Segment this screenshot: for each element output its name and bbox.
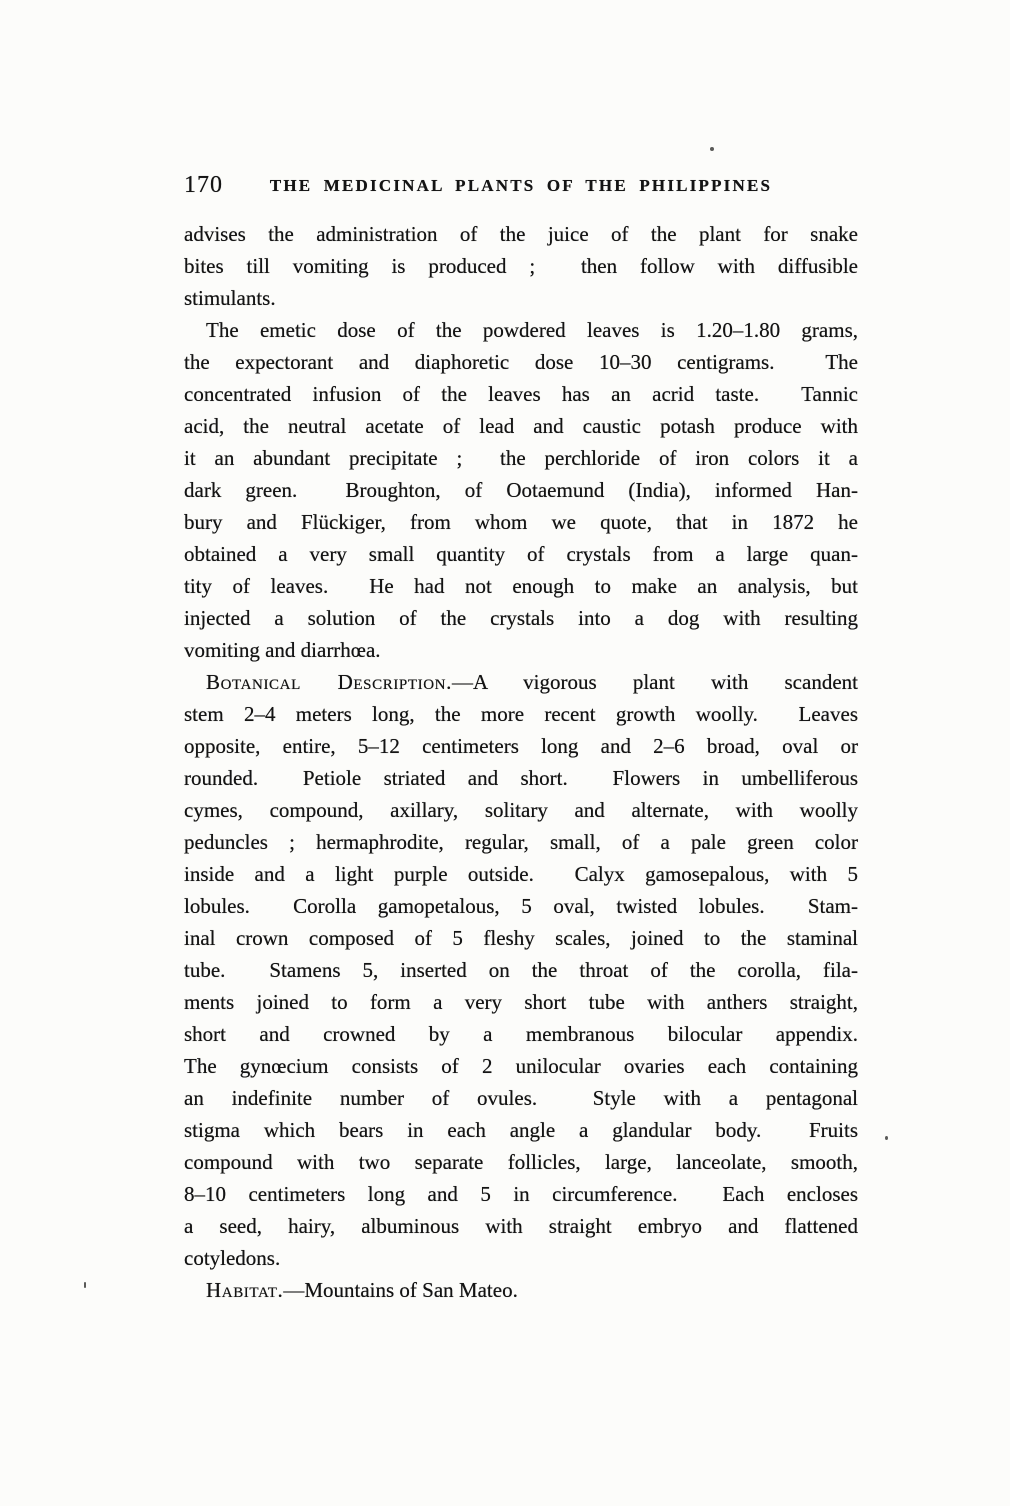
page-number: 170 (184, 172, 223, 198)
scan-speck (885, 1136, 888, 1140)
text-line (184, 634, 858, 666)
text-line (184, 1018, 858, 1050)
text-line (184, 954, 858, 986)
running-header (184, 172, 858, 202)
text-line (184, 250, 858, 282)
text-line (184, 858, 858, 890)
text-line (184, 986, 858, 1018)
text-segment: lobules. Corolla gamopetalous, 5 oval, twisted lobules. Stam- (184, 894, 858, 918)
text-segment: opposite, entire, 5–12 centimeters long and 2–6 broad, oval or (184, 734, 858, 758)
scan-speck (710, 147, 714, 151)
text-segment: acid, the neutral acetate of lead and caustic potash produce with (184, 414, 858, 438)
paragraph (184, 666, 858, 1274)
text-line (184, 922, 858, 954)
text-line (184, 1242, 858, 1274)
text-line (184, 602, 858, 634)
text-line (184, 538, 858, 570)
text-line (184, 314, 858, 346)
text-segment: cymes, compound, axillary, solitary and alternate, with woolly (184, 798, 858, 822)
text-segment: bury and Flückiger, from whom we quote, that in 1872 he (184, 510, 858, 534)
small-caps-lead: Habitat. (206, 1278, 284, 1302)
text-line (184, 1050, 858, 1082)
text-segment: concentrated infusion of the leaves has an acrid taste. Tannic (184, 382, 858, 406)
text-segment: stem 2–4 meters long, the more recent growth woolly. Leaves (184, 702, 858, 726)
text-segment: compound with two separate follicles, large, lanceolate, smooth, (184, 1150, 858, 1174)
text-segment: 8–10 centimeters long and 5 in circumference. Each encloses (184, 1182, 858, 1206)
text-line (184, 794, 858, 826)
scan-speck (84, 1282, 86, 1288)
text-line (184, 698, 858, 730)
text-segment: vomiting and diarrhœa. (184, 638, 381, 662)
text-segment: The emetic dose of the powdered leaves is 1.20–1.80 grams, (206, 318, 858, 342)
text-segment: advises the administration of the juice of the plant for snake (184, 222, 858, 246)
page-body (184, 218, 858, 1306)
text-line (184, 730, 858, 762)
text-segment: stigma which bears in each angle a glandular body. Fruits (184, 1118, 858, 1142)
text-line (184, 1274, 858, 1306)
text-segment: ments joined to form a very short tube with anthers straight, (184, 990, 858, 1014)
text-line (184, 1146, 858, 1178)
text-segment: stimulants. (184, 286, 276, 310)
text-segment: —A vigorous plant with scandent (451, 670, 858, 694)
text-segment: it an abundant precipitate ; the perchloride of iron colors it a (184, 446, 858, 470)
text-segment: obtained a very small quantity of crystals from a large quan- (184, 542, 858, 566)
text-segment: tity of leaves. He had not enough to make an analysis, but (184, 574, 858, 598)
text-segment: tube. Stamens 5, inserted on the throat of the corolla, fila- (184, 958, 858, 982)
text-segment: inside and a light purple outside. Calyx gamosepalous, with 5 (184, 862, 858, 886)
text-line (184, 410, 858, 442)
text-line (184, 570, 858, 602)
text-segment: injected a solution of the crystals into a dog with resulting (184, 606, 858, 630)
paragraph (184, 218, 858, 314)
text-line (184, 1210, 858, 1242)
text-segment: rounded. Petiole striated and short. Flowers in umbelliferous (184, 766, 858, 790)
text-line (184, 666, 858, 698)
text-segment: short and crowned by a membranous bilocular appendix. (184, 1022, 858, 1046)
text-segment: cotyledons. (184, 1246, 281, 1270)
text-segment: inal crown composed of 5 fleshy scales, joined to the staminal (184, 926, 858, 950)
paragraph (184, 1274, 858, 1306)
text-segment: The gynœcium consists of 2 unilocular ovaries each containing (184, 1054, 858, 1078)
text-segment: the expectorant and diaphoretic dose 10–30 centigrams. The (184, 350, 858, 374)
text-line (184, 890, 858, 922)
text-line (184, 1178, 858, 1210)
running-title: THE MEDICINAL PLANTS OF THE PHILIPPINES (269, 176, 773, 195)
text-line (184, 346, 858, 378)
text-segment: peduncles ; hermaphrodite, regular, small, of a pale green color (184, 830, 858, 854)
text-line (184, 826, 858, 858)
text-segment: dark green. Broughton, of Ootaemund (India), informed Han- (184, 478, 858, 502)
text-line (184, 506, 858, 538)
paragraph (184, 314, 858, 666)
text-segment: bites till vomiting is produced ; then follow with diffusible (184, 254, 858, 278)
text-line (184, 282, 858, 314)
text-line (184, 762, 858, 794)
text-block (184, 172, 858, 1306)
text-segment: an indefinite number of ovules. Style with a pentagonal (184, 1086, 858, 1110)
text-line (184, 1082, 858, 1114)
text-line (184, 474, 858, 506)
text-segment: a seed, hairy, albuminous with straight embryo and flattened (184, 1214, 858, 1238)
text-line (184, 1114, 858, 1146)
text-line (184, 442, 858, 474)
text-line (184, 378, 858, 410)
text-segment: —Mountains of San Mateo. (283, 1278, 518, 1302)
text-line (184, 218, 858, 250)
small-caps-lead: Botanical Description. (206, 670, 452, 694)
